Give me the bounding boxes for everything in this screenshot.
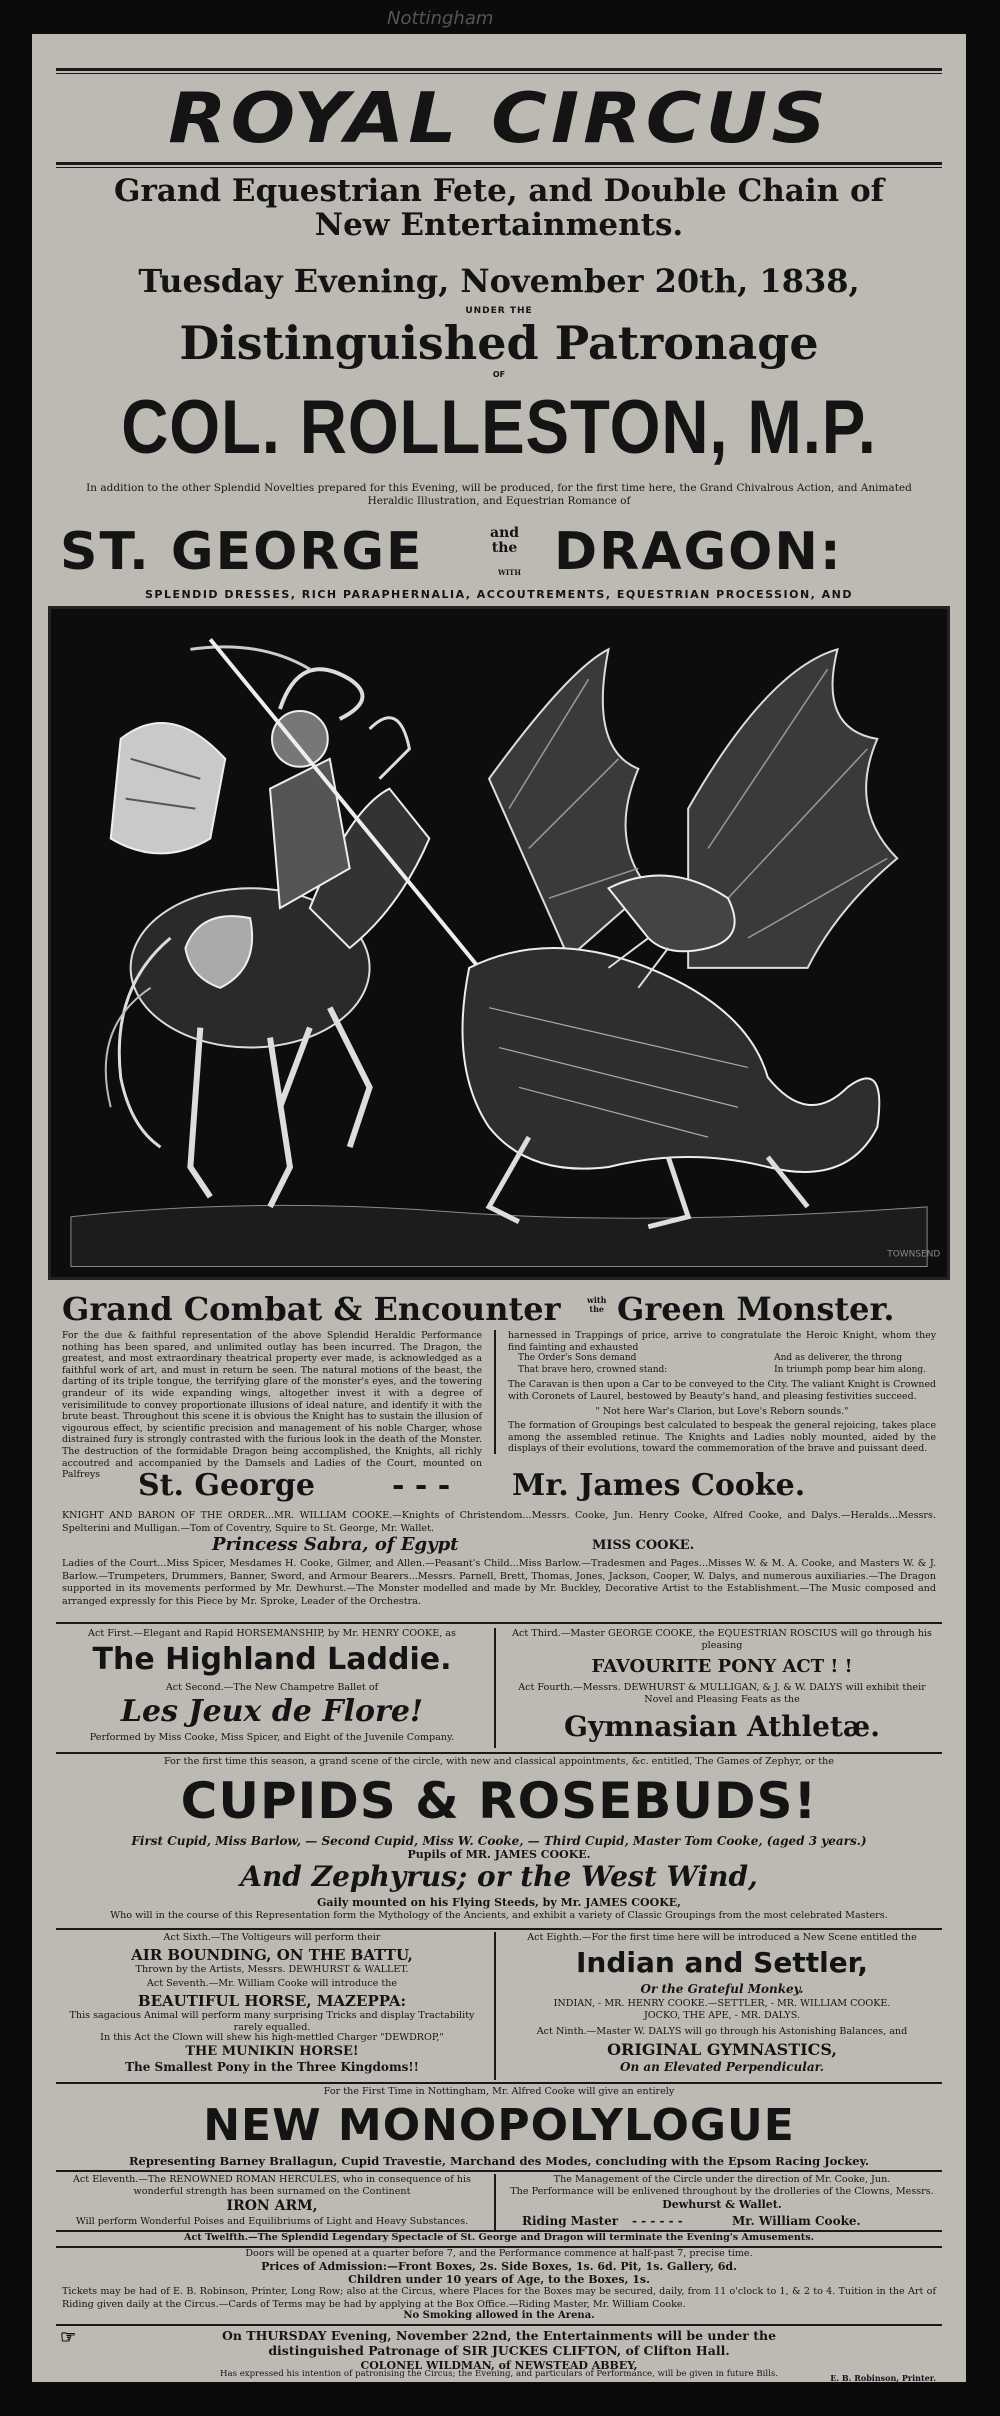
princess-actor: MISS COOKE. [592, 1538, 695, 1553]
subtitle-line-1: Grand Equestrian Fete, and Double Chain of [113, 173, 884, 209]
poster-title: ROYAL CIRCUS [168, 76, 830, 159]
act2-title: Les Jeux de Flore! [120, 1694, 424, 1729]
acts-divider-3 [494, 2174, 496, 2230]
monopolylogue-intro: For the First Time in Nottingham, Mr. Alfred Cooke will give an entirely [323, 2086, 675, 2097]
the-word-2: the [589, 1304, 605, 1314]
act9-subtitle: On an Elevated Perpendicular. [620, 2060, 824, 2074]
act8-intro: Act Eighth.—For the first time here will be introduced a New Scene entitled the [527, 1932, 917, 1943]
act6-title: AIR BOUNDING, ON THE BATTU, [131, 1946, 413, 1964]
riding-master-name: Mr. William Cooke. [732, 2214, 861, 2228]
section-rule [56, 2324, 942, 2326]
with-word: with [587, 1295, 607, 1305]
cupids-title: CUPIDS & ROSEBUDS! [180, 1772, 818, 1830]
cupids-intro: For the first time this season, a grand scene of the circle, with new and classical appointments, &c. entitled, The Games of Zephyr, or the [164, 1756, 834, 1767]
management-line-1: The Management of the Circle under the direction of Mr. Cooke, Jun. [553, 2174, 891, 2185]
subtitle-line-2: New Entertainments. [314, 207, 684, 243]
prices-text: Prices of Admission:—Front Boxes, 2s. Side Boxes, 1s. 6d. Pit, 1s. Gallery, 6d. [261, 2260, 737, 2273]
cupids-pupils: Pupils of MR. JAMES COOKE. [407, 1848, 591, 1861]
poem-right [774, 1353, 926, 1376]
feature-right: DRAGON: [554, 522, 843, 582]
cast-dashes: - - - [392, 1468, 451, 1503]
poem-left [518, 1353, 667, 1376]
playbill-sheet [32, 8, 966, 2383]
engraving-svg [51, 609, 947, 1277]
act8-title: Indian and Settler, [575, 1946, 869, 1979]
act4-title: Gymnasian Athletæ. [564, 1710, 880, 1743]
thursday-line-2: distinguished Patronage of SIR JUCKES CLIFTON, of Clifton Hall. [268, 2343, 730, 2358]
feature-left: ST. GEORGE [60, 522, 424, 582]
patron-name: COL. ROLLESTON, M.P. [121, 385, 877, 470]
event-date: Tuesday Evening, November 20th, 1838, [138, 262, 860, 300]
of-label: OF [492, 370, 506, 379]
act7-note-2: In this Act the Clown will shew his high-mettled Charger "DEWDROP," [100, 2032, 444, 2043]
act8-subtitle: Or the Grateful Monkey. [640, 1982, 804, 1996]
act9-title: ORIGINAL GYMNASTICS, [607, 2040, 837, 2059]
children-price: Children under 10 years of Age, to the Boxes, 1s. [348, 2273, 650, 2286]
engraver-signature: TOWNSEND [887, 1249, 941, 1260]
ladies-cast-text: Ladies of the Court...Miss Spicer, Mesdames H. Cooke, Gilmer, and Allen.—Peasant's Child...Miss Barlow.—Tradesmen and Pages...Misses W. & M. A. Cooke, and Masters W. & J. Barlow.—Trumpeters, Drummers, Banner, Sword, and Armour Bearers...Messrs. Parnell, Brett, Thomas, Jones, Jackson, Cooper, W. Dalys, and numerous auxiliaries.—The Dragon supported in its movements performed by Mr. Dewhurst.—The Monster modelled and made by Mr. Buckley, Decorative Artist to the Establishment.—The Music composed and arranged expressly for this Piece by Mr. Sproke, Leader of the Orchestra. [62, 1558, 936, 1607]
act12-text: Act Twelfth.—The Splendid Legendary Spectacle of St. George and Dragon will terminate the Evening's Amusements. [184, 2232, 814, 2243]
cupids-cast: First Cupid, Miss Barlow, — Second Cupid, Miss W. Cooke, — Third Cupid, Master Tom Cooke, (aged 3 years.) [131, 1834, 867, 1848]
right-column-para-1: harnessed in Trappings of price, arrive to congratulate the Heroic Knight, whom they find fainting and exhausted [508, 1330, 936, 1353]
section-rule [56, 1752, 942, 1754]
feature-and-the [490, 526, 519, 556]
under-the-label: UNDER THE [465, 306, 533, 316]
management-line-2: The Performance will be enlivened throughout by the drolleries of the Clowns, Messrs. [510, 2186, 934, 2197]
act6-note: Thrown by the Artists, Messrs. DEWHURST & WALLET. [135, 1964, 409, 1975]
with-label: WITH [498, 568, 521, 577]
act11-intro: Act Eleventh.—The RENOWNED ROMAN HERCULES, who in consequence of his wonderful strength has been surnamed on the Continent [73, 2174, 471, 2197]
handwritten-annotation: Nottingham [387, 8, 494, 29]
and-word: and [490, 525, 520, 541]
poem-line: And as deliverer, the throng [774, 1353, 903, 1364]
act8-cast-1: INDIAN, - MR. HENRY COOKE.—SETTLER, - MR. WILLIAM COOKE. [553, 1998, 891, 2009]
poem-line: The Order's Sons demand [518, 1353, 637, 1364]
feature-tagline: SPLENDID DRESSES, RICH PARAPHERNALIA, ACCOUTREMENTS, EQUESTRIAN PROCESSION, AND [144, 588, 854, 601]
act3-title: FAVOURITE PONY ACT ! ! [591, 1656, 853, 1677]
poem [508, 1353, 936, 1376]
clowns-names: Dewhurst & Wallet. [662, 2198, 782, 2211]
cast-role: St. George [138, 1468, 315, 1503]
subtitle [32, 174, 966, 242]
act3-intro: Act Third.—Master GEORGE COOKE, the EQUESTRIAN ROSCIUS will go through his pleasing [512, 1628, 932, 1651]
printer-credit: E. B. Robinson, Printer. [830, 2373, 936, 2383]
act7-title: BEAUTIFUL HORSE, MAZEPPA: [137, 1992, 407, 2010]
intro-text: In addition to the other Splendid Novelties prepared for this Evening, will be produced, for the first time here, the Grand Chivalrous Action, and Animated Heraldic Illustration, and Equestrian Romance of [86, 482, 912, 507]
zephyrus-rider: Gaily mounted on his Flying Steeds, by Mr. JAMES COOKE, [317, 1896, 681, 1909]
top-rule [56, 68, 942, 74]
combat-with-the [587, 1296, 606, 1314]
dragon-illustration [48, 606, 950, 1280]
column-divider [494, 1330, 496, 1454]
princess-role: Princess Sabra, of Egypt [212, 1534, 459, 1555]
section-rule [56, 1622, 942, 1624]
monopolylogue-sub: Representing Barney Brallagun, Cupid Travestie, Marchand des Modes, concluding with the Epsom Racing Jockey. [129, 2154, 869, 2168]
green-monster-heading: Green Monster. [617, 1290, 895, 1328]
acts-divider-2 [494, 1932, 496, 2080]
footer-note: Has expressed his intention of patronising the Circus; the Evening, and particulars of Performance, will be given in future Bills. [219, 2369, 779, 2379]
act1-intro: Act First.—Elegant and Rapid HORSEMANSHIP, by Mr. HENRY COOKE, as [88, 1628, 456, 1639]
combat-heading: Grand Combat & Encounter [62, 1290, 561, 1328]
colonel-wildman: COLONEL WILDMAN, of NEWSTEAD ABBEY, [360, 2359, 638, 2372]
section-rule [56, 2082, 942, 2084]
riding-master-label: Riding Master [522, 2214, 619, 2228]
section-rule [56, 2170, 942, 2172]
act1-title: The Highland Laddie. [92, 1642, 452, 1677]
cast-actor: Mr. James Cooke. [512, 1468, 806, 1503]
title-rule [56, 162, 942, 168]
patronage-heading: Distinguished Patronage [179, 316, 819, 370]
act8-cast-2: JOCKO, THE APE, - MR. DALYS. [643, 2010, 801, 2021]
combat-quote: " Not here War's Clarion, but Love's Reborn sounds." [595, 1405, 849, 1417]
right-column-para-3: The formation of Groupings best calculated to bespeak the general rejoicing, takes place among the assembled retinue. The Knights and Ladies nobly mounted, aided by the displays of their evolutions, toward the commemoration of the brave and puissant deed. [508, 1420, 936, 1455]
poem-line: In triumph pomp bear him along. [774, 1364, 926, 1375]
zephyrus-note: Who will in the course of this Representation form the Mythology of the Ancients, and exhibit a variety of Classic Groupings from the most celebrated Masters. [110, 1910, 888, 1921]
zephyrus-title: And Zephyrus; or the West Wind, [240, 1860, 758, 1893]
knight-cast-text: KNIGHT AND BARON OF THE ORDER...MR. WILLIAM COOKE.—Knights of Christendom...Messrs. Cooke, Jun. Henry Cooke, Alfred Cooke, and Dalys.—Heralds...Messrs. Spelterini and Mulligan.—Tom of Coventry, Squire to St. George, Mr. Wallet. [62, 1510, 936, 1534]
combat-right-column [508, 1330, 936, 1455]
doors-text: Doors will be opened at a quarter before 7, and the Performance commence at half-past 7, precise time. [245, 2248, 753, 2259]
poem-line: That brave hero, crowned stand: [518, 1364, 668, 1375]
thursday-line-1: On THURSDAY Evening, November 22nd, the Entertainments will be under the [221, 2328, 777, 2343]
act7-pony-2: The Smallest Pony in the Three Kingdoms!! [125, 2060, 419, 2074]
acts-divider [494, 1628, 496, 1748]
no-smoking: No Smoking allowed in the Arena. [403, 2310, 595, 2321]
act2-note: Performed by Miss Cooke, Miss Spicer, and Eight of the Juvenile Company. [89, 1732, 455, 1743]
feature-title [60, 522, 938, 582]
act6-intro: Act Sixth.—The Voltigeurs will perform their [163, 1932, 381, 1943]
act7-note: This sagacious Animal will perform many surprising Tricks and display Tractability rarely equalled. [69, 2010, 475, 2033]
pointing-hand-icon: ☞ [60, 2327, 77, 2348]
tickets-text: Tickets may be had of E. B. Robinson, Printer, Long Row; also at the Circus, where Places for the Boxes may be secured, daily, from 11 o'clock to 1, & 2 to 4. Tuition in the Art of Riding given daily at the Circus.—Cards of Terms may be had by applying at the Box Office.—Riding Master, Mr. William Cooke. [62, 2286, 936, 2310]
act11-note: Will perform Wonderful Poises and Equilibriums of Light and Heavy Substances. [75, 2216, 469, 2227]
act2-intro: Act Second.—The New Champetre Ballet of [165, 1682, 379, 1693]
the-word: the [491, 540, 518, 556]
section-rule [56, 1928, 942, 1930]
combat-left-column: For the due & faithful representation of the above Splendid Heraldic Performance nothing has been spared, and unlimited outlay has been incurred. The Dragon, the greatest, and most extraordinary theatrical property ever made, is acknowledged as a faithful work of art, and must in return be seen. The natural motions of the beast, the darting of its triple tongue, the terrifying glare of the monster's eyes, and the towering grandeur of its wide expanding wings, altogether invest it with a degree of verisimilitude to convey proportionate illusions of ideal nature, and identify it with the brute beast. Throughout this scene it is obvious the Knight has to sustain the illusion of vigourous effect, by scientific precision and management of his noble Charger, whose distrained fury is strongly contrasted with the furious look in the death of the Monster. The destruction of the formidable Dragon being accomplished, the Knights, all richly accoutred and accompanied by the Damsels and Ladies of the Court, mounted on Palfreys [62, 1330, 482, 1481]
right-column-para-2: The Caravan is then upon a Car to be conveyed to the City. The valiant Knight is Crowned with Coronets of Laurel, bestowed by Beauty's hand, and pleasing festivities succeed. [508, 1379, 937, 1402]
act7-intro: Act Seventh.—Mr. William Cooke will introduce the [146, 1978, 398, 1989]
riding-master-dashes: - - - - - - [632, 2214, 683, 2228]
act4-intro: Act Fourth.—Messrs. DEWHURST & MULLIGAN, & J. & W. DALYS will exhibit their Novel and Pleasing Feats as the [518, 1682, 926, 1705]
act11-title: IRON ARM, [226, 2198, 318, 2214]
act7-pony: THE MUNIKIN HORSE! [185, 2044, 359, 2059]
act9-intro: Act Ninth.—Master W. DALYS will go through his Astonishing Balances, and [536, 2026, 908, 2037]
monopolylogue-title: NEW MONOPOLYLOGUE [203, 2100, 795, 2151]
